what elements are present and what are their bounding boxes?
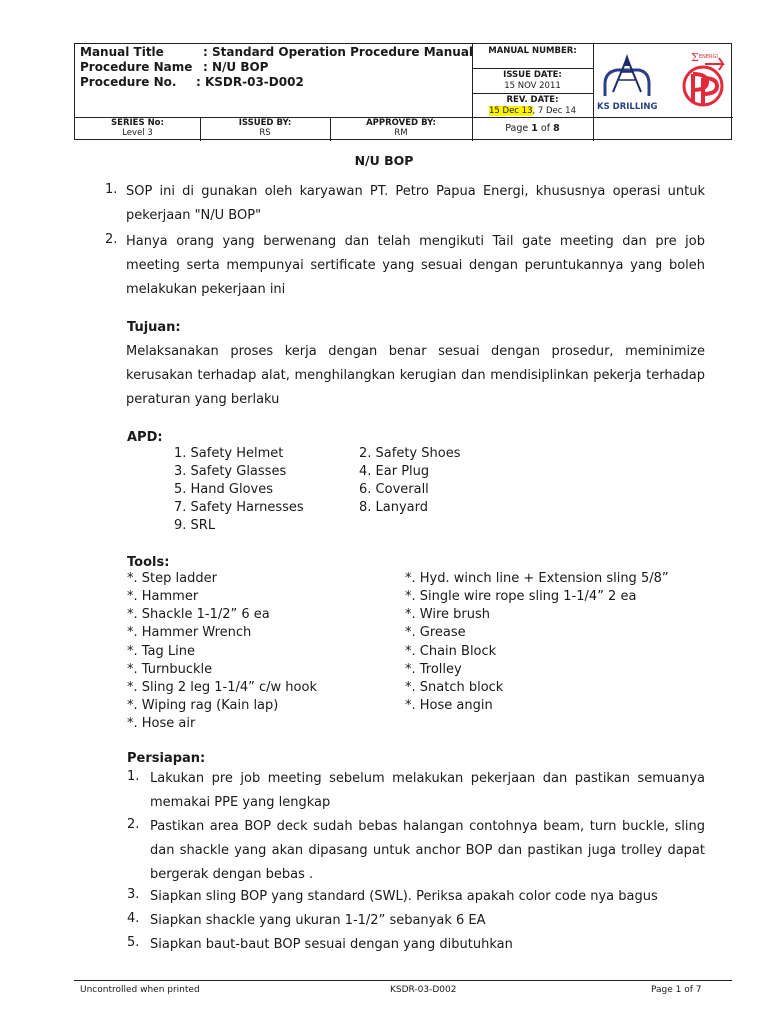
persiapan-1-text: Lakukan pre job meeting sebelum melakukan pekerjaan dan pastikan semuanya memakai PPE yang lengkap [150,771,705,810]
procedure-no-value: : KSDR-03-D002 [196,75,304,89]
apd-item: 3. Safety Glasses [174,464,287,479]
tool-item: *. Sling 2 leg 1-1/4” c/w hook [127,680,317,695]
rev-date-value [472,106,593,116]
series-label: SERIES No: [111,118,164,128]
persiapan-2-number: 2. [127,817,140,832]
page-prefix: Page [505,123,532,134]
apd-item: 8. Lanyard [359,500,429,515]
procedure-no-label: Procedure No. [80,75,177,89]
tool-item: *. Wire brush [405,607,490,622]
tool-item: *. Hose angin [405,698,493,713]
series-value: Level 3 [122,128,153,138]
apd-item: 2. Safety Shoes [359,446,461,461]
footer-page: Page 1 of 7 [651,985,702,995]
persiapan-2-text: Pastikan area BOP deck sudah bebas halangan contohnya beam, turn buckle, sling dan shackle yang akan dipasang untuk anchor BOP dan pastikan juga trolley dapat bergerak dengan bebas . [150,819,705,882]
persiapan-3-number: 3. [127,887,140,902]
intro-1-number: 1. [105,182,118,197]
tool-item: *. Hammer [127,589,199,604]
svg-text:Σ: Σ [691,51,699,64]
document-header [74,43,732,140]
tujuan-text: Melaksanakan proses kerja dengan benar sesuai dengan prosedur, meminimize kerusakan terhadap alat, menghilangkan kerugian dan mendisiplinkan pekerja terhadap peraturan yang berlaku [126,344,705,407]
tool-item: *. Tag Line [127,644,195,659]
rev-date-rest: , 7 Dec 14 [532,106,576,116]
intro-2-number: 2. [105,232,118,247]
procedure-name-value: : N/U BOP [203,60,269,74]
tool-item: *. Chain Block [405,644,497,659]
persiapan-1-number: 1. [127,769,140,784]
persiapan-5-number: 5. [127,935,140,950]
persiapan-5-text: Siapkan baut-baut BOP sesuai dengan yang dibutuhkan [150,937,513,952]
document-title: N/U BOP [354,153,414,168]
company-logos [595,44,733,117]
persiapan-3-text: Siapkan sling BOP yang standard (SWL). Periksa apakah color code nya bagus [150,889,658,904]
tool-item: *. Trolley [405,662,462,677]
issue-date-value: 15 NOV 2011 [504,81,561,91]
approved-by-value: RM [394,128,408,138]
persiapan-heading: Persiapan: [127,751,206,766]
apd-item: 6. Coverall [359,482,429,497]
footer-center: KSDR-03-D002 [390,985,457,995]
tools-heading: Tools: [127,555,170,570]
issued-by-label: ISSUED BY: [238,118,292,128]
apd-item: 5. Hand Gloves [174,482,274,497]
issued-by-value: RS [259,128,271,138]
tool-item: *. Snatch block [405,680,504,695]
manual-title-value: : Standard Operation Procedure Manual [203,45,474,59]
tool-item: *. Grease [405,625,466,640]
tool-item: *. Wiping rag (Kain lap) [127,698,279,713]
manual-title-label: Manual Title [80,45,164,59]
rev-date-label: REV. DATE: [506,95,559,105]
tool-item: *. Hose air [127,716,196,731]
manual-number-label: MANUAL NUMBER: [488,46,577,56]
tool-item: *. Hyd. winch line + Extension sling 5/8” [405,571,669,586]
procedure-name-label: Procedure Name [80,60,193,74]
procedure-no-row [80,75,304,89]
issue-date-label: ISSUE DATE: [503,70,562,80]
tool-item: *. Turnbuckle [127,662,213,677]
approved-by-label: APPROVED BY: [366,118,436,128]
tool-item: *. Hammer Wrench [127,625,252,640]
persiapan-4-text: Siapkan shackle yang ukuran 1-1/2” sebanyak 6 EA [150,913,486,928]
intro-2-text: Hanya orang yang berwenang dan telah mengikuti Tail gate meeting dan pre job meeting serta mempunyai sertificate yang sesuai dengan peruntukannya yang boleh melakukan pekerjaan ini [126,234,705,297]
manual-title-row [80,45,473,59]
persiapan-4-number: 4. [127,911,140,926]
page-of: of [537,123,554,134]
footer-left: Uncontrolled when printed [80,985,200,995]
page-current: 1 [531,123,538,134]
logo2-text: ENERGI [699,54,718,60]
page-indicator [472,123,593,134]
tujuan-heading: Tujuan: [127,320,181,335]
apd-item: 1. Safety Helmet [174,446,284,461]
logo-text: KS DRILLING [597,102,658,112]
procedure-name-row [80,60,268,74]
tool-item: *. Single wire rope sling 1-1/4” 2 ea [405,589,637,604]
page-total: 8 [553,123,560,134]
tool-item: *. Step ladder [127,571,217,586]
rev-date-highlight: 15 Dec 13 [489,106,533,116]
apd-item: 9. SRL [174,518,216,533]
footer-divider [74,980,732,981]
intro-1-text: SOP ini di gunakan oleh karyawan PT. Petro Papua Energi, khususnya operasi untuk pekerjaan "N/U BOP" [126,184,705,223]
apd-item: 7. Safety Harnesses [174,500,304,515]
apd-item: 4. Ear Plug [359,464,430,479]
tool-item: *. Shackle 1-1/2” 6 ea [127,607,270,622]
apd-heading: APD: [127,430,163,445]
